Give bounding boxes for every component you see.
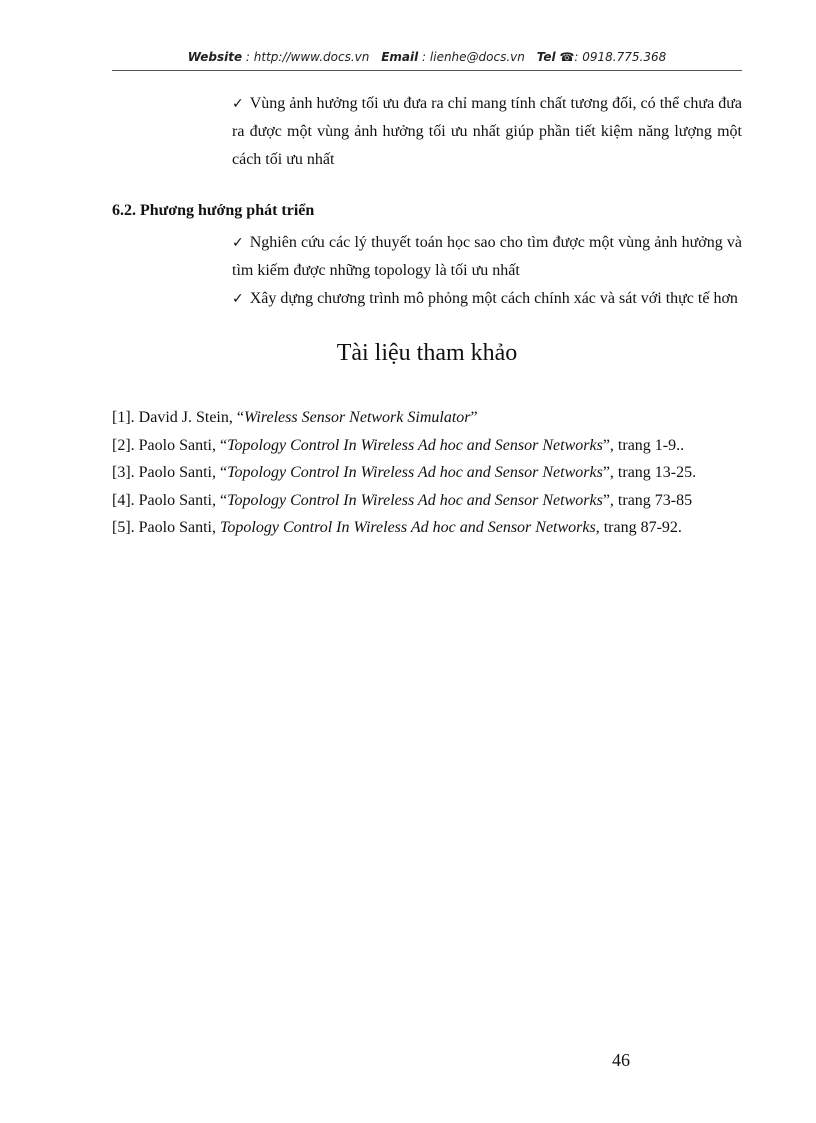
reference-item (112, 487, 742, 515)
reference-tail: ” (470, 409, 478, 426)
references-title: Tài liệu tham khảo (336, 340, 518, 366)
reference-number: [4]. (112, 491, 135, 509)
checkmark-icon: ✓ (232, 291, 244, 307)
bullet-text: Xây dựng chương trình mô phỏng một cách chính xác và sát với thực tế hơn (249, 290, 738, 307)
reference-item (112, 404, 742, 432)
phone-icon: ☎ (559, 50, 575, 64)
website-value: : http://www.docs.vn (245, 50, 370, 64)
checkmark-icon: ✓ (232, 96, 244, 112)
bullet-item (232, 285, 742, 313)
reference-item (112, 459, 742, 487)
page-number: 46 (612, 1050, 630, 1070)
reference-author: Paolo Santi, (138, 519, 220, 536)
email-label: Email (381, 50, 419, 64)
tel-label: Tel (536, 50, 556, 64)
reference-title: Wireless Sensor Network Simulator (243, 409, 471, 426)
reference-author: Paolo Santi, “ (138, 491, 228, 509)
bullet-text: Nghiên cứu các lý thuyết toán học sao cho tìm được một vùng ảnh hưởng và tìm kiếm được những topology là tối ưu nhất (232, 234, 742, 279)
header-divider (112, 70, 742, 71)
reference-title: Topology Control In Wireless Ad hoc and Sensor Networks (227, 491, 603, 509)
reference-number: [5]. (112, 519, 135, 536)
reference-number: [1]. (112, 409, 135, 426)
website-label: Website (187, 50, 243, 64)
section-title: 6.2. Phương hướng phát triển (112, 202, 315, 219)
reference-author: Paolo Santi, “ (138, 464, 228, 481)
checkmark-icon: ✓ (232, 235, 244, 251)
reference-title: Topology Control In Wireless Ad hoc and Sensor Networks (227, 464, 603, 481)
reference-tail: ”, trang 1-9.. (602, 436, 685, 454)
email-value: : lienhe@docs.vn (422, 50, 525, 64)
reference-title: Topology Control In Wireless Ad hoc and Sensor Networks (220, 519, 596, 536)
reference-title: Topology Control In Wireless Ad hoc and Sensor Networks (227, 436, 603, 454)
bullet-item (232, 90, 742, 174)
reference-author: Paolo Santi, “ (138, 436, 228, 454)
bullet-text: Vùng ảnh hưởng tối ưu đưa ra chỉ mang tính chất tương đối, có thể chưa đưa ra được một vùng ảnh hưởng tối ưu nhất giúp phần tiết kiệm năng lượng một cách tối ưu nhất (232, 95, 742, 168)
reference-item (112, 514, 742, 542)
reference-number: [2]. (112, 436, 135, 454)
reference-number: [3]. (112, 464, 135, 481)
reference-tail: ”, trang 73-85 (602, 491, 693, 509)
tel-value: : 0918.775.368 (574, 50, 667, 64)
reference-author: David J. Stein, “ (138, 409, 244, 426)
reference-tail: , trang 87-92. (595, 519, 682, 536)
page-header (112, 50, 742, 70)
reference-tail: ”, trang 13-25. (602, 464, 697, 481)
reference-item (112, 432, 742, 460)
bullet-item (232, 229, 742, 285)
reference-list (112, 404, 742, 542)
